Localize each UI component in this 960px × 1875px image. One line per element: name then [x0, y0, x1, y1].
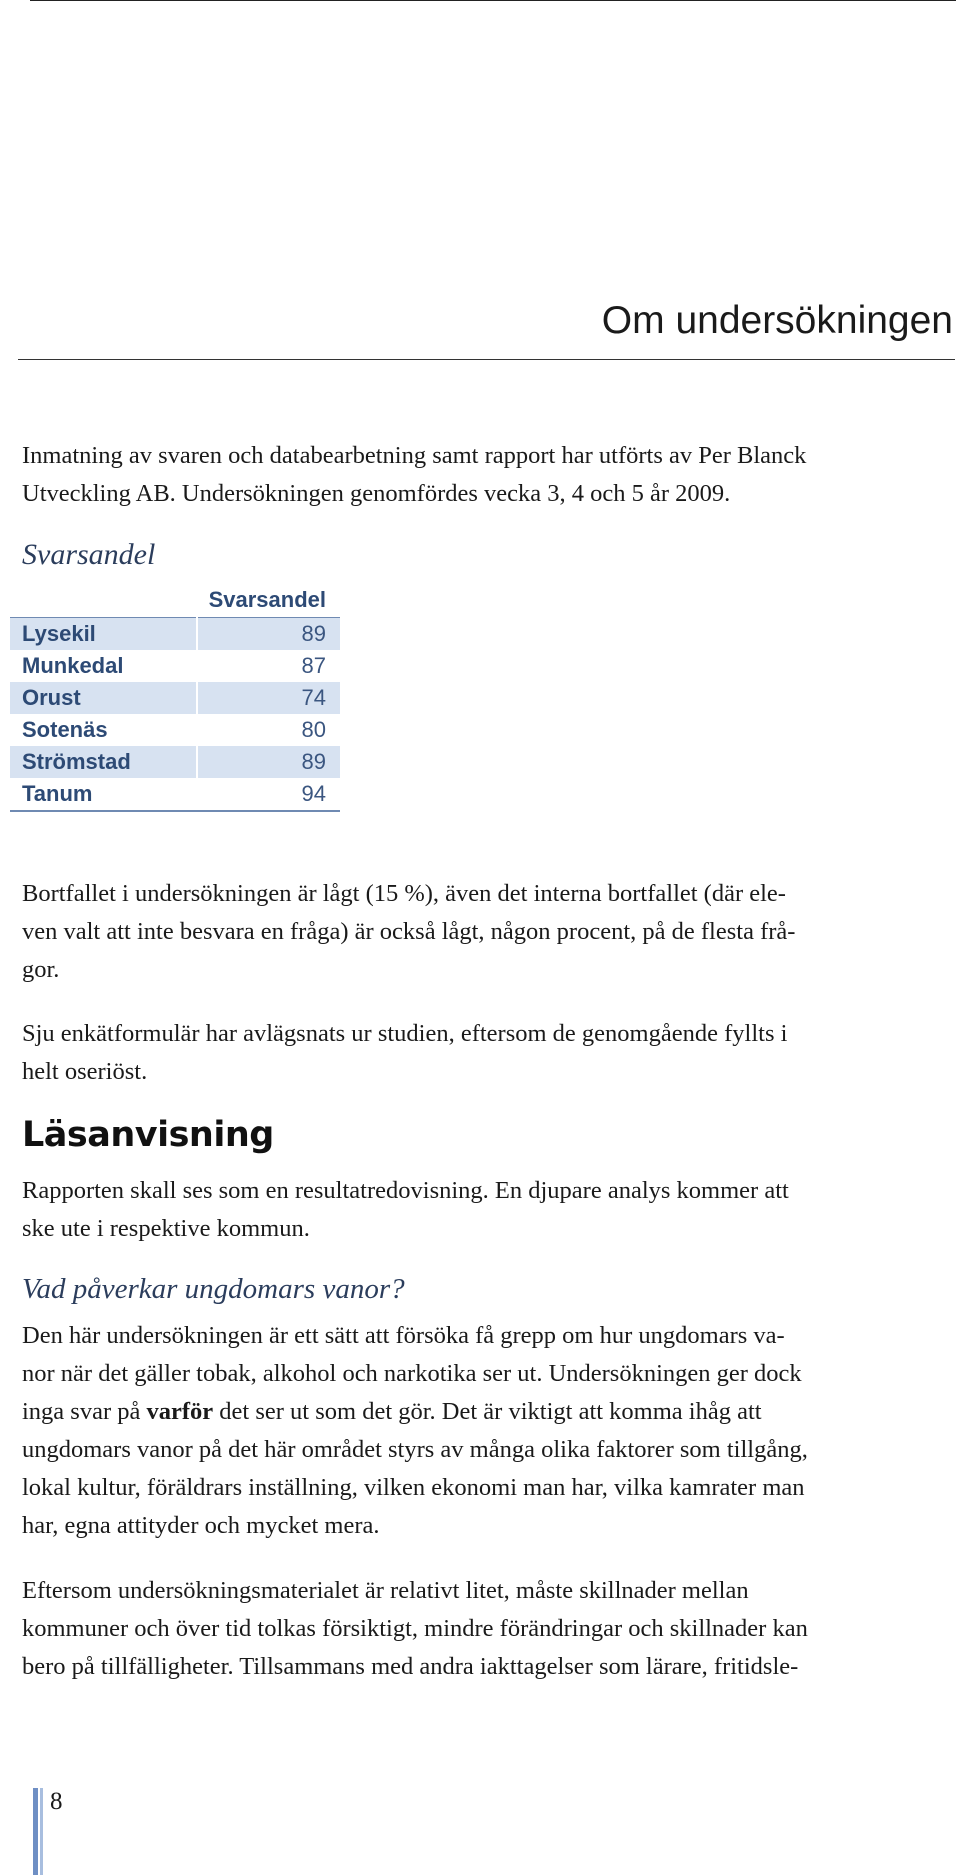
response-rate-value: 87: [301, 653, 326, 678]
table-row: [10, 778, 340, 811]
title-rule: [18, 359, 955, 360]
response-rate-value: 89: [197, 618, 340, 651]
page-number: 8: [50, 1788, 63, 1815]
caution-line: Eftersom undersökningsmaterialet är relativt litet, måste skillnader mellan: [22, 1577, 749, 1604]
habits-line-pre: inga svar på: [22, 1398, 147, 1425]
dropout-line: Bortfallet i undersökningen är lågt (15 %), även det interna bortfallet (där ele-: [22, 880, 786, 907]
page-margin-bar: [33, 1788, 40, 1875]
habits-heading: Vad påverkar ungdomars vanor?: [22, 1273, 405, 1305]
removed-forms-paragraph: [22, 1015, 957, 1091]
response-rate-value: 80: [301, 717, 326, 742]
reading-guide-heading: Läsanvisning: [22, 1115, 274, 1155]
dropout-line: ven valt att inte besvara en fråga) är också lågt, någon procent, på de flesta frå-: [22, 918, 796, 945]
table-caption: Svarsandel: [22, 538, 156, 571]
emphasis-varfor: varför: [146, 1398, 214, 1425]
top-rule: [30, 0, 956, 1]
response-rate-value: 94: [197, 778, 340, 811]
reading-guide-line: Rapporten skall ses som en resultatredovisning. En djupare analys kommer att: [22, 1177, 789, 1204]
caution-paragraph: [22, 1572, 957, 1686]
municipality-name: Lysekil: [10, 618, 197, 651]
response-rate-value: 74: [197, 682, 340, 714]
reading-guide-paragraph: [22, 1172, 957, 1248]
response-rate-value: 89: [197, 746, 340, 778]
municipality-name: Munkedal: [22, 653, 124, 678]
dropout-paragraph: [22, 875, 957, 989]
habits-paragraph: [22, 1317, 957, 1545]
habits-line: nor när det gäller tobak, alkohol och narkotika ser ut. Undersökningen ger dock: [22, 1360, 802, 1387]
municipality-name: Strömstad: [10, 746, 197, 778]
table-row: [10, 682, 340, 714]
intro-paragraph: [22, 437, 957, 513]
intro-line: Utveckling AB. Undersökningen genomfördes vecka 3, 4 och 5 år 2009.: [22, 480, 731, 507]
reading-guide-line: ske ute i respektive kommun.: [22, 1215, 310, 1242]
response-rate-table: [10, 583, 340, 812]
municipality-name: Tanum: [10, 778, 197, 811]
habits-line-post: det ser ut som det gör. Det är viktigt att komma ihåg att: [213, 1398, 762, 1425]
header-blank-cell: [10, 583, 197, 618]
intro-line: Inmatning av svaren och databearbetning samt rapport har utförts av Per Blanck: [22, 442, 807, 469]
column-header: Svarsandel: [197, 583, 340, 618]
table-row: [10, 714, 340, 746]
habits-line: lokal kultur, föräldrars inställning, vilken ekonomi man har, vilka kamrater man: [22, 1474, 805, 1501]
chapter-title: Om undersökningen: [601, 299, 953, 342]
table-header-row: [10, 583, 340, 618]
caution-line: bero på tillfälligheter. Tillsammans med andra iakttagelser som lärare, fritidsle-: [22, 1653, 799, 1680]
habits-line: har, egna attityder och mycket mera.: [22, 1512, 380, 1539]
table-row: [10, 650, 340, 682]
caution-line: kommuner och över tid tolkas försiktigt, mindre förändringar och skillnader kan: [22, 1615, 808, 1642]
table-row: [10, 618, 340, 651]
dropout-line: gor.: [22, 956, 60, 983]
municipality-name: Orust: [10, 682, 197, 714]
table-row: [10, 746, 340, 778]
removed-line: Sju enkätformulär har avlägsnats ur studien, eftersom de genomgående fyllts i: [22, 1020, 788, 1047]
habits-line: ungdomars vanor på det här området styrs av många olika faktorer som tillgång,: [22, 1436, 808, 1463]
removed-line: helt oseriöst.: [22, 1058, 148, 1085]
habits-line: Den här undersökningen är ett sätt att försöka få grepp om hur ungdomars va-: [22, 1322, 785, 1349]
municipality-name: Sotenäs: [22, 717, 108, 742]
